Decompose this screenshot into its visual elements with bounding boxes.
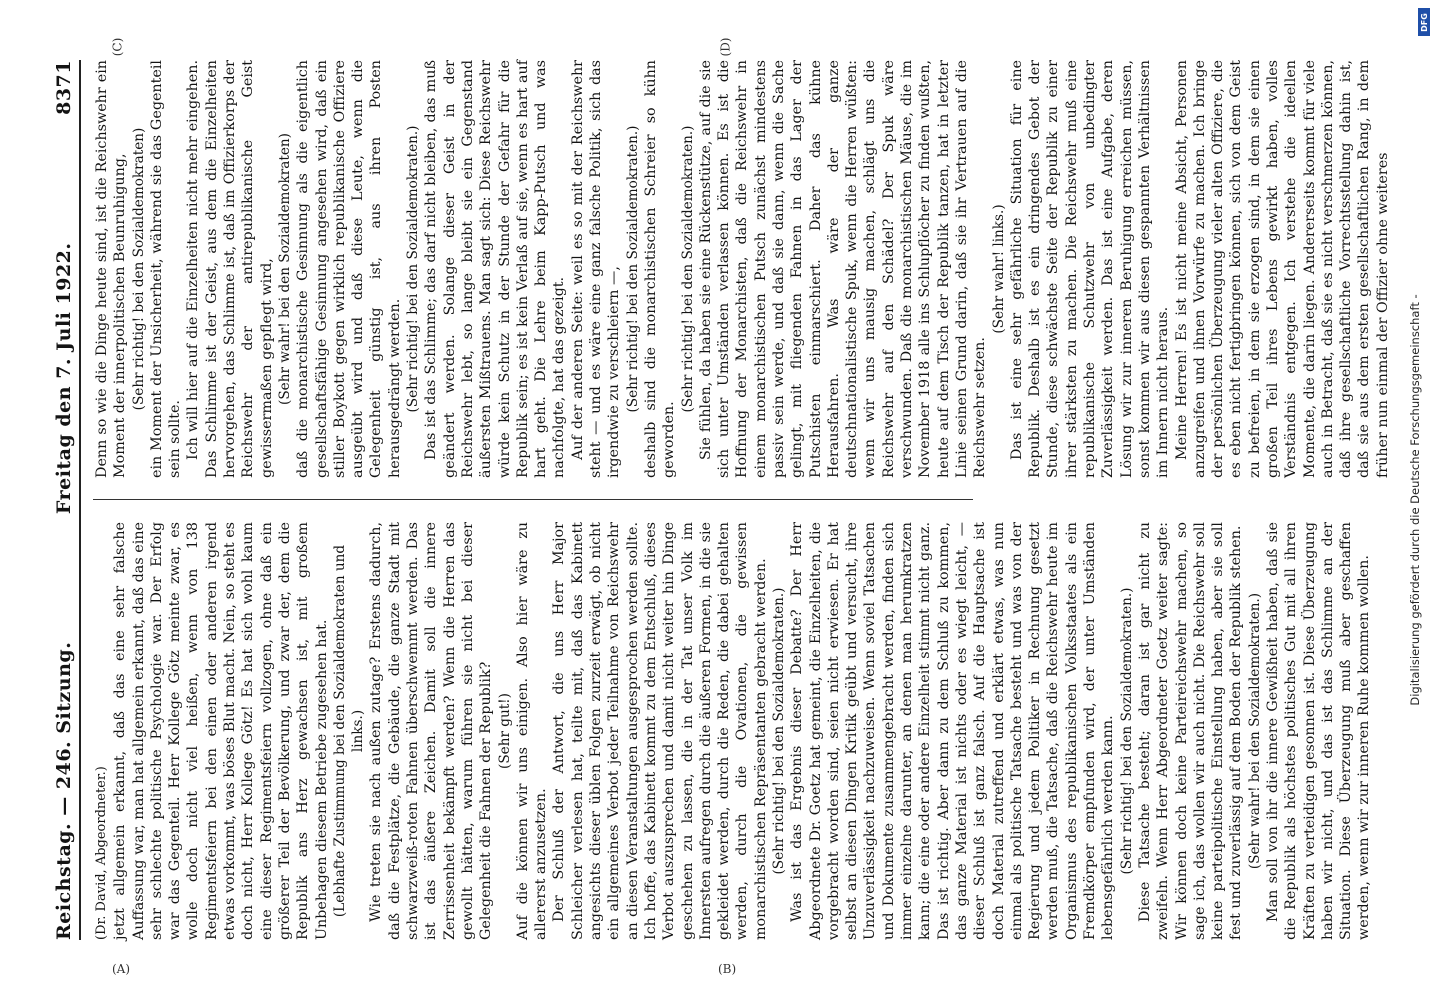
paragraph: Auf der anderen Seite: weil es so mit der Reichswehr steht — und es wäre eine ganz falsche Politik, sich das irgendwie zu verschleiern —, [569, 60, 623, 478]
interjection: (Sehr richtig! bei den Sozialdemokraten.) [624, 125, 641, 413]
interjection: (Sehr richtig! bei den Sozialdemokraten.) [405, 125, 422, 413]
paragraph: Was ist das Ergebnis dieser Debatte? Der Herr Abgeordnete Dr. Goetz hat gemeint, die Einzelheiten, die vorgebracht worden sind, seien nicht erwiesen. Er hat selbst an diesen Dingen Kritik geübt und versucht, ihre Unzuverlässigkeit nachzuweisen. Wenn soviel Tatsachen und Dokumente zusammengebracht werden, finden sich immer einzelne darunter, an denen man herumkratzen kann; die eine oder andere Einzelheit stimmt nicht ganz. Das ist richtig. Aber dann zu dem Schluß zu kommen, das ganze Material ist nichts oder es wiegt leicht, — dieser Schluß ist ganz falsch. Auf die Hauptsache ist doch Material zutreffend und erklärt etwas, was nun einmal als politische Tatsache besteht und was von der Regierung und jedem Politiker in Rechnung gesetzt werden muß, die Tatsache, daß die Reichswehr heute im Organismus des republikanischen Volksstaates als ein Fremdkörper empfunden wird, der unter Umständen lebensgefährlich werden kann. [789, 522, 1117, 940]
interjection: (Sehr richtig! bei den Sozialdemokraten.) [679, 125, 696, 413]
interjection: (Sehr richtig! bei den Sozialdemokraten.) [770, 587, 787, 875]
page-header [35, 60, 75, 940]
paragraph: Auf die können wir uns einigen. Also hier wäre zu allererst anzusetzen. [514, 522, 550, 940]
header-rule [79, 60, 81, 940]
rotated-page [7, 20, 1391, 980]
interjection: (Sehr richtig! bei den Sozialdemokraten) [130, 127, 147, 411]
margin-marker-c: (C) [110, 37, 125, 57]
paragraph: Man soll von ihr die innere Gewißheit haben, daß sie die Republik als höchstes politisches Gut mit all ihren Kräften zu verteidigen gesonnen ist. Diese Überzeugung haben wir nicht, und das ist das Schlimme an der Situation. Diese Überzeugung muß aber geschaffen werden, wenn wir zur inneren Ruhe kommen wollen. [1265, 522, 1373, 940]
paragraph: Das ist eine sehr gefährliche Situation für eine Republik. Deshalb ist es ein dringendes Gebot der Stunde, diese schwächste Seite der Republik zu einer ihrer stärksten zu machen. Die Reichswehr muß eine republikanische Schutzwehr von unbedingter Zuverlässigkeit werden. Das ist eine Aufgabe, deren Lösung wir zur inneren Beruhigung erreichen müssen, sonst kommen wir aus diesen gespannten Verhältnissen im Innern nicht heraus. [1008, 60, 1172, 478]
paragraph: Meine Herren! Es ist nicht meine Absicht, Personen anzugreifen und ihnen Vorwürfe zu machen. Ich bringe der persönlichen Überzeugung vieler alten Offiziere, die es eben nicht fertigbringen können, sich von dem Geist zu befreien, in dem sie erzogen sind, in dem sie einen großen Teil ihres Lebens gewirkt haben, volles Verständnis entgegen. Ich verstehe die ideellen Momente, die darin liegen. Andererseits kommt für viele auch in Betracht, daß sie es nicht verschmerzen können, daß ihre gesellschaftliche Vorrechtsstellung dahin ist, daß sie aus dem ersten gesellschaftlichen Rang, in dem früher nun einmal der Offizier ohne weiteres [1173, 60, 1391, 478]
interjection: (Lebhafte Zustimmung bei den Sozialdemokraten und links.) [331, 544, 367, 918]
paragraph: jetzt allgemein erkannt, daß das eine sehr falsche Auffassung war, man hat allgemein erkannt, daß das eine sehr schlechte politische Psychologie war. Der Erfolg war das Gegenteil. Herr Kollege Götz meinte zwar, es wolle doch nicht viel heißen, wenn von 138 Regimentsfeiern bei den einen oder anderen irgend etwas vorkommt, was böses Blut macht. Nein, so steht es doch nicht, Herr Kollege Götz! Es hat sich wohl kaum eine dieser Regimentsfeiern vollzogen, ohne daß ein größerer Teil der Bevölkerung, und zwar der, dem die Republik ans Herz gewachsen ist, mit großem Unbehagen diesem Betriebe zugesehen hat. [112, 522, 330, 940]
margin-marker-d: (D) [718, 37, 733, 57]
paragraph: ein Moment der Unsicherheit, während sie das Gegenteil sein sollte. [148, 60, 184, 478]
paragraph: Sie fühlen, da haben sie eine Rückenstütze, auf die sie sich unter Umständen verlassen können. Es ist die Hoffnung der Monarchisten, daß die Reichswehr in einem monarchistischen Putsch zunächst mindestens passiv sein werde, und daß sie dann, wenn die Sache gelingt, mit fliegenden Fahnen in das Lager der Putschisten einmarschiert. Daher das kühne Herausfahren. Was wäre der ganze deutschnationalistische Spuk, wenn die Herren wüßten: wenn wir uns mausig machen, schlägt uns die Reichswehr auf den Schädel? Der Spuk wäre verschwunden. Daß die monarchistischen Mäuse, die im November 1918 alle ins Schlupflöcher zu finden wußten, heute auf dem Tisch der Republik tanzen, hat in letzter Linie seinen Grund darin, daß sie ihr Vertrauen auf die Reichswehr setzen. [697, 60, 989, 478]
digitization-credit [1400, 2, 1430, 998]
paragraph: Der Schluß der Antwort, die uns Herr Major Schleicher verlesen hat, teilte mit, daß das Kabinett angesichts dieser üblen Folgen zurzeit erwägt, ob nicht ein allgemeines Verbot jeder Teilnahme von Reichswehr an diesen Veranstaltungen ausgesprochen werden sollte. Ich hoffe, das Kabinett kommt zu dem Entschluß, dieses Verbot auszusprechen und damit nicht weiter hin Dinge geschehen zu lassen, die in der Tat unser Volk im Innersten aufregen durch die äußeren Formen, in die sie gekleidet werden, durch die Reden, die dabei gehalten werden, durch die Ovationen, die gewissen monarchistischen Repräsentanten gebracht werden. [551, 522, 769, 940]
paragraph: Wie treten sie nach außen zutage? Erstens dadurch, daß die Festplätze, die Gebäude, die ganze Stadt mit schwarzweiß-roten Fahnen überschwemmt werden. Das ist das äußere Zeichen. Damit soll die innere Zerrissenheit bekämpft werden? Wenn die Herren das gewollt hätten, warum führen sie nicht bei dieser Gelegenheit die Fahnen der Republik? [368, 522, 495, 940]
header-center: Freitag den 7. Juli 1922. [53, 242, 75, 515]
speaker-line: (Dr. David, Abgeordneter.) [94, 766, 109, 940]
interjection: (Sehr gut!) [496, 693, 513, 769]
interjection: (Sehr wahr! links.) [990, 204, 1007, 334]
paragraph: Ich will hier auf die Einzelheiten nicht mehr eingehen. Das Schlimme ist der Geist, aus dem die Einzelheiten hervorgehen, das Schlimme ist, daß im Offizierkorps der Reichswehr der antirepublikanische Geist gewissermaßen gepflegt wird, [185, 60, 275, 478]
column-divider [93, 499, 973, 500]
interjection: (Sehr wahr! bei den Sozialdemokraten) [276, 133, 293, 405]
paragraph: Das ist das Schlimme; das darf nicht bleiben, das muß geändert werden. Solange dieser Geist in der Reichswehr lebt, so lange bleibt sie ein Gegenstand äußersten Mißtrauens. Man sagt sich: Diese Reichswehr würde kein Schutz in der Stunde der Gefahr für die Republik sein; es ist kein Verlaß auf sie, wenn es hart auf hart geht. Die Lehre beim Kapp-Putsch und was nachfolgte, hat das gezeigt. [423, 60, 568, 478]
page-number: 8371 [53, 60, 75, 115]
paragraph: deshalb sind die monarchistischen Schreier so kühn geworden. [642, 60, 678, 478]
dfg-logo-text: DFG [1419, 12, 1429, 32]
margin-marker-b: (B) [718, 962, 737, 976]
dfg-logo [1418, 8, 1430, 36]
paragraph: Denn so wie die Dinge heute sind, ist die Reichswehr ein Moment der innerpolitischen Beunruhigung, [94, 60, 129, 478]
left-column [93, 522, 1373, 940]
paragraph: daß die monarchistische Gesinnung als die eigentlich gesellschaftsfähige Gesinnung angesehen wird, daß ein stiller Boykott gegen wirklich republikanische Offiziere ausgeübt wird und daß diese Leute, wenn die Gelegenheit günstig ist, aus ihren Posten herausgedrängt werden. [295, 60, 403, 478]
margin-marker-a: (A) [112, 962, 131, 976]
right-column [93, 60, 1391, 478]
interjection: (Sehr wahr! bei den Sozialdemokraten.) [1246, 592, 1263, 870]
paragraph: Diese Tatsache besteht; daran ist gar nicht zu zweifeln. Wenn Herr Abgeordneter Goetz weiter sagte: Wir können doch keine Parteireichswehr machen, so sage ich, das wollen wir auch nicht. Die Reichswehr soll keine parteipolitische Einstellung haben, aber sie soll fest und zuverlässig auf dem Boden der Republik stehen. [1136, 522, 1245, 940]
header-left: Reichstag. — 246. Sitzung. [53, 641, 75, 940]
credit-text: Digitalisierung gefördert durch die Deutsche Forschungsgemeinschaft - [1408, 294, 1422, 706]
interjection: (Sehr richtig! bei den Sozialdemokraten.) [1118, 587, 1135, 875]
